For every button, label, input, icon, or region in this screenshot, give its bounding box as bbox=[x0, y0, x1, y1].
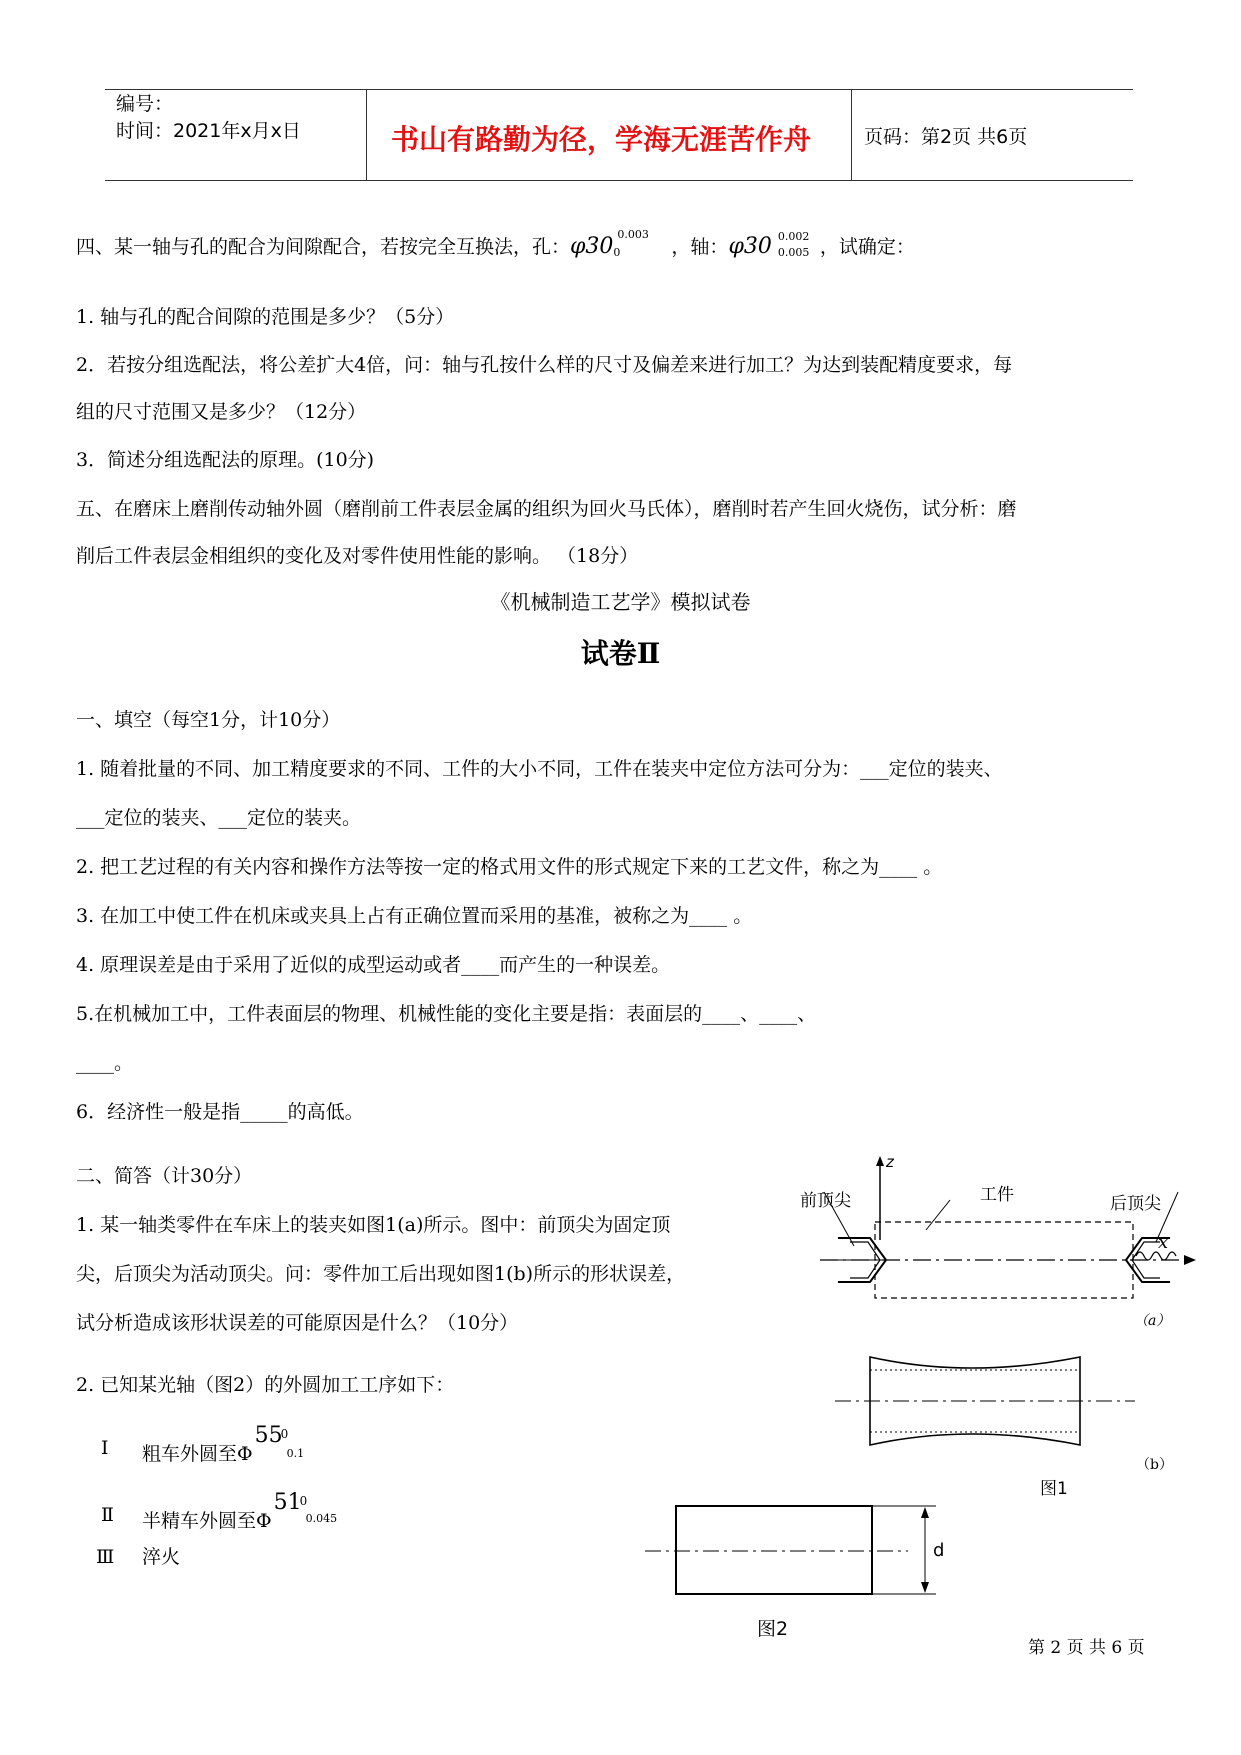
fill-1-line1: 1. 随着批量的不同、加工精度要求的不同、工件的大小不同，工件在装夹中定位方法可分为：___定位的装夹、 bbox=[76, 758, 1003, 780]
answer-2: 2. 已知某光轴（图2）的外圆加工工序如下： bbox=[76, 1374, 455, 1396]
q4-stem-a: 四、某一轴与孔的配合为间隙配合，若按完全互换法，孔： bbox=[76, 236, 571, 258]
z-axis-arrow bbox=[876, 1156, 884, 1166]
header-motto: 书山有路勤为径，学海无涯苦作舟 bbox=[391, 123, 812, 156]
fill-4: 4. 原理误差是由于采用了近似的成型运动或者____而产生的一种误差。 bbox=[76, 954, 671, 976]
figure1-caption: 图1 bbox=[1040, 1479, 1068, 1499]
shaft-rectangle bbox=[676, 1506, 872, 1594]
rear-center-label: 后顶尖 bbox=[1110, 1194, 1161, 1214]
q4-item-1: 1. 轴与孔的配合间隙的范围是多少？（5分） bbox=[76, 306, 455, 328]
fill-3: 3. 在加工中使工件在机床或夹具上占有正确位置而采用的基准，被称之为____ 。 bbox=[76, 905, 753, 927]
q5-line1: 五、在磨床上磨削传动轴外圆（磨削前工件表层金属的组织为回火马氏体），磨削时若产生回火烧伤，试分析：磨 bbox=[76, 498, 1017, 520]
q4-stem bbox=[76, 229, 915, 259]
answer-1-line1: 1. 某一轴类零件在车床上的装夹如图1(a)所示。图中：前顶尖为固定顶 bbox=[76, 1214, 671, 1236]
op3-text: 淬火 bbox=[142, 1546, 181, 1568]
answer-1-line2: 尖，后顶尖为活动顶尖。问：零件加工后出现如图1(b)所示的形状误差， bbox=[76, 1263, 686, 1285]
dim-arrow-top bbox=[921, 1507, 929, 1518]
dim-arrow-bottom bbox=[921, 1582, 929, 1593]
hole-deviation: 0.003 0 bbox=[613, 228, 649, 259]
page-label: 页码：第2页 共6页 bbox=[864, 126, 1028, 148]
op2-dimension: 51 0 0.045 bbox=[273, 1490, 338, 1525]
q4-stem-b: ，轴： bbox=[671, 236, 729, 258]
part1-heading: 一、填空（每空1分，计10分） bbox=[76, 709, 341, 731]
op1-dimension: 55 0 0.1 bbox=[254, 1423, 305, 1460]
q4-item-2-line2: 组的尺寸范围又是多少？（12分） bbox=[76, 401, 367, 423]
figure1a-diagram bbox=[800, 1150, 1200, 1330]
workpiece-leader bbox=[926, 1200, 950, 1230]
op1-number: Ⅰ bbox=[101, 1437, 109, 1459]
figure2-diagram bbox=[640, 1498, 970, 1603]
fill-2: 2. 把工艺过程的有关内容和操作方法等按一定的格式用文件的形式规定下来的工艺文件，称之为____ 。 bbox=[76, 856, 943, 878]
x-label: x bbox=[1158, 1232, 1169, 1253]
serial-label: 编号： bbox=[116, 93, 174, 115]
header-divider-right bbox=[851, 89, 852, 180]
figure1a-label: （a） bbox=[1134, 1313, 1171, 1329]
op1-text: 粗车外圆至Φ 55 0 0.1 bbox=[142, 1436, 323, 1466]
header-bottom-rule bbox=[105, 180, 1133, 181]
workpiece-label: 工件 bbox=[980, 1185, 1014, 1205]
q4-item-2-line1: 2．若按分组选配法，将公差扩大4倍，问：轴与孔按什么样的尺寸及偏差来进行加工？为达到装配精度要求，每 bbox=[76, 354, 1013, 376]
answer-1-line3: 试分析造成该形状误差的可能原因是什么？（10分） bbox=[76, 1312, 519, 1334]
figure1b-label: （b） bbox=[1136, 1457, 1173, 1473]
shaft-tolerance: φ30 bbox=[728, 234, 772, 259]
op2-text: 半精车外圆至Φ 51 0 0.045 bbox=[142, 1503, 352, 1533]
header-top-rule bbox=[105, 89, 1133, 90]
fill-1-line2: ___定位的装夹、___定位的装夹。 bbox=[76, 807, 362, 829]
exam-title: 《机械制造工艺学》模拟试卷 bbox=[490, 590, 751, 614]
op2-number: Ⅱ bbox=[101, 1504, 114, 1526]
front-center-label: 前顶尖 bbox=[800, 1191, 851, 1211]
footer-page-number: 第 2 页 共 6 页 bbox=[1028, 1638, 1145, 1658]
shaft-deviation: 0.002 0.005 bbox=[777, 230, 810, 259]
q4-item-3: 3．简述分组选配法的原理。(10分) bbox=[76, 449, 375, 471]
diameter-label: d bbox=[933, 1540, 945, 1561]
time-label: 时间：2021年x月x日 bbox=[116, 120, 301, 142]
z-label: z bbox=[886, 1153, 894, 1171]
fill-6: 6．经济性一般是指_____的高低。 bbox=[76, 1101, 364, 1123]
exam-subtitle: 试卷Ⅱ bbox=[580, 637, 661, 670]
x-axis-arrow bbox=[1184, 1255, 1196, 1265]
figure2-caption: 图2 bbox=[757, 1618, 789, 1640]
op3-number: Ⅲ bbox=[96, 1546, 115, 1568]
q4-stem-c: ，试确定： bbox=[819, 236, 915, 258]
part2-heading: 二、简答（计30分） bbox=[76, 1165, 253, 1187]
figure1b-diagram bbox=[830, 1345, 1140, 1460]
fill-5-line2: ____。 bbox=[76, 1052, 134, 1074]
front-center-icon bbox=[838, 1238, 886, 1282]
hole-tolerance: φ30 bbox=[570, 234, 614, 259]
header-divider-left bbox=[366, 89, 367, 180]
fill-5-line1: 5.在机械加工中，工件表面层的物理、机械性能的变化主要是指：表面层的____、____、 bbox=[76, 1003, 817, 1025]
q5-line2: 削后工件表层金相组织的变化及对零件使用性能的影响。 （18分） bbox=[76, 545, 639, 567]
